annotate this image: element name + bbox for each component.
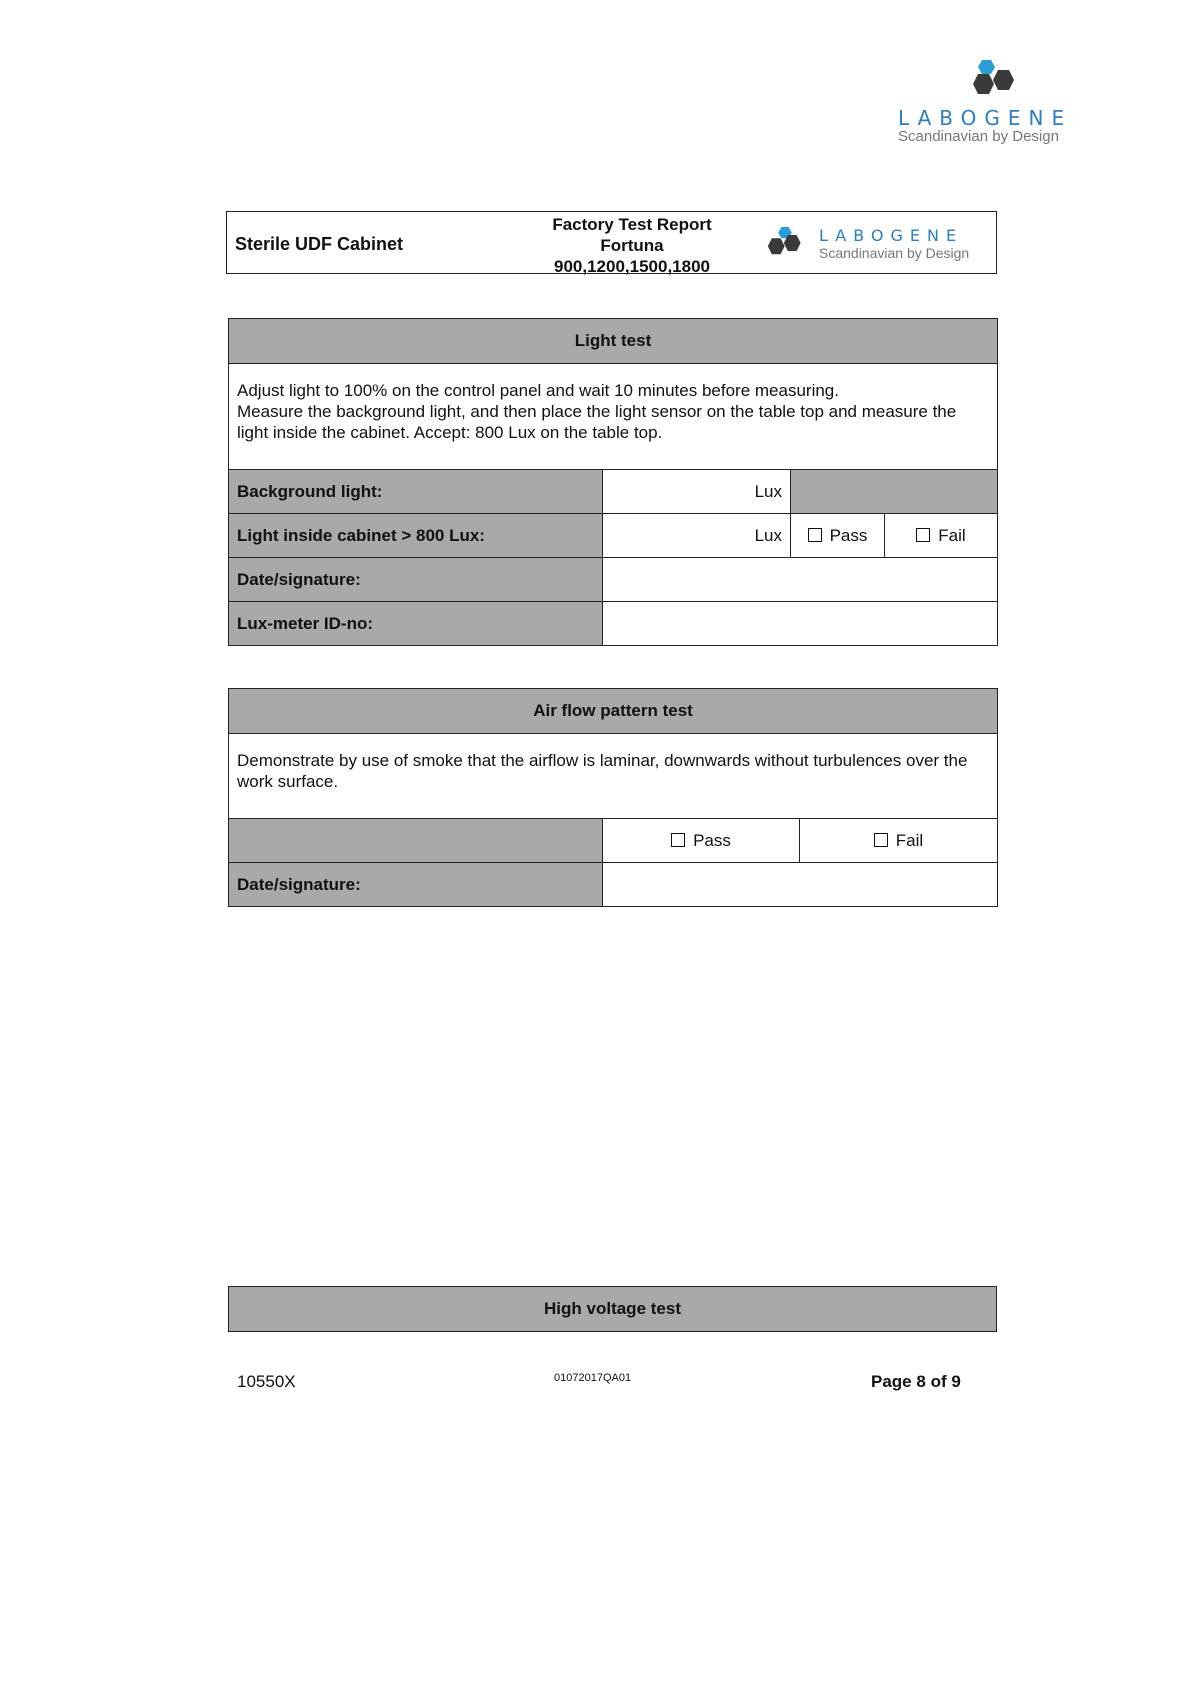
logo-hexagons-icon: [964, 58, 1024, 102]
airflow-pass-checkbox[interactable]: [603, 819, 800, 863]
high-voltage-test-table: [228, 1286, 997, 1332]
model-name: Fortuna: [600, 236, 664, 255]
checkbox-icon: [874, 833, 888, 847]
page-sep: of: [930, 1372, 947, 1391]
background-light-label: Background light:: [229, 470, 603, 514]
model-sizes: 900,1200,1500,1800: [554, 257, 710, 276]
header-logo: [767, 218, 995, 268]
background-light-value[interactable]: [603, 470, 791, 514]
company-logo: [896, 54, 1076, 144]
checkbox-icon: [671, 833, 685, 847]
document-header: [226, 211, 997, 274]
airflow-date-field[interactable]: [603, 863, 998, 907]
airflow-date-label: Date/signature:: [229, 863, 603, 907]
logo-tagline: Scandinavian by Design: [898, 128, 1059, 145]
pass-label: Pass: [829, 525, 868, 545]
logo-tagline: Scandinavian by Design: [819, 245, 970, 261]
luxmeter-id-field[interactable]: [603, 602, 998, 646]
checkbox-icon: [808, 528, 822, 542]
instruction-line: Measure the background light, and then place the light sensor on the table top and measure the light inside the cabinet. Accept: 800 Lux on the table top.: [237, 402, 957, 442]
light-pass-checkbox[interactable]: [791, 514, 885, 558]
page-prefix: Page: [871, 1372, 912, 1391]
airflow-test-title: Air flow pattern test: [229, 689, 998, 734]
date-signature-label: Date/signature:: [229, 558, 603, 602]
pass-label: Pass: [693, 830, 731, 850]
luxmeter-id-label: Lux-meter ID-no:: [229, 602, 603, 646]
airflow-result-label: [229, 819, 603, 863]
light-test-instructions: [229, 364, 998, 470]
unit-lux: Lux: [754, 525, 782, 545]
report-title-block: [497, 214, 767, 277]
airflow-test-instructions: Demonstrate by use of smoke that the airflow is laminar, downwards without turbulences over the work surface.: [229, 734, 998, 819]
page-current: 8: [916, 1372, 926, 1391]
light-fail-checkbox[interactable]: [885, 514, 998, 558]
product-name: Sterile UDF Cabinet: [235, 234, 404, 254]
instruction-line: Adjust light to 100% on the control panel and wait 10 minutes before measuring.: [237, 381, 839, 400]
airflow-fail-checkbox[interactable]: [800, 819, 998, 863]
checkbox-icon: [916, 528, 930, 542]
unit-lux: Lux: [754, 481, 782, 501]
logo-wordmark: LABOGENE: [819, 226, 964, 245]
logo-hexagons-icon: [767, 224, 815, 262]
footer-revision: 01072017QA01: [554, 1372, 632, 1384]
report-title: Factory Test Report: [552, 215, 712, 234]
fail-label: Fail: [938, 525, 966, 545]
footer-page-number: [871, 1372, 961, 1392]
background-light-blank: [791, 470, 998, 514]
light-inside-value[interactable]: [603, 514, 791, 558]
fail-label: Fail: [895, 830, 924, 850]
airflow-test-table: [228, 688, 998, 907]
logo-wordmark: LABOGENE: [898, 106, 1073, 130]
date-signature-field[interactable]: [603, 558, 998, 602]
light-test-table: [228, 318, 998, 646]
light-inside-label: Light inside cabinet > 800 Lux:: [229, 514, 603, 558]
page-total: 9: [951, 1372, 961, 1391]
high-voltage-test-title: High voltage test: [229, 1287, 997, 1332]
footer-doc-number: 10550X: [237, 1372, 296, 1391]
light-test-title: Light test: [229, 319, 998, 364]
